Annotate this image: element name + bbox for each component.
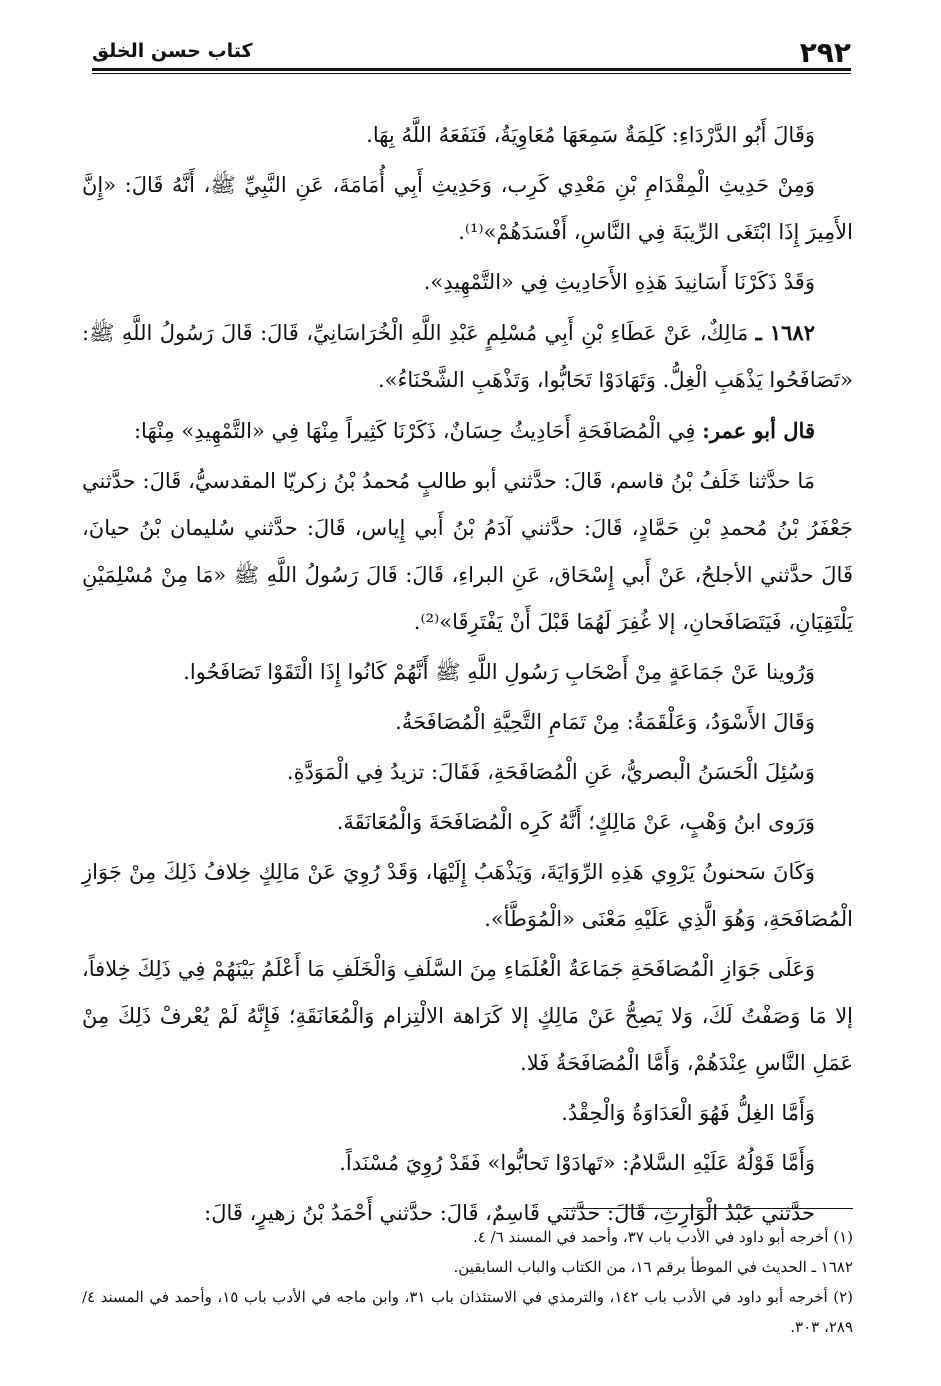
hadith-entry	[82, 309, 853, 404]
footnote: (٢) أخرجه أبو داود في الأدب باب ١٤٢، والترمذي في الاستئذان باب ٣١، وابن ماجه في الأدب باب ١٥، وأحمد في المسند ٤/ ٢٨٩، ٣٠٣.	[82, 1288, 854, 1336]
paragraph: وَأَمَّا الغِلُّ فَهُوَ الْعَدَاوَةُ وَالْحِقْدُ.	[561, 1101, 815, 1125]
paragraph: وَمِنْ حَدِيثِ الْمِقْدَامِ بْنِ مَعْدِي كَرِب، وَحَدِيثِ أَبِي أُمَامَةَ، عَنِ النَّبِيِّ ﷺ، أَنَّهُ قَالَ: «إِنَّ الأَمِيرَ إِذَا ابْتَغَى الرِّيبَةَ فِي النَّاسِ، أَفْسَدَهُمْ»⁽¹⁾.	[82, 173, 853, 244]
paragraph-text: فِي الْمُصَافَحَةِ أَحَادِيثُ حِسَانٌ، ذَكَرْنَا كَثِيراً مِنْهَا فِي «التَّمْهِيدِ» مِنْهَا:	[133, 419, 696, 443]
paragraph: وَكَانَ سَحنونُ يَرْوِي هَذِهِ الرِّوَايَةَ، وَيَذْهَبُ إِلَيْهَا، وَقَدْ رُوِيَ عَنْ مَالِكٍ خِلافُ ذَلِكَ مِنْ جَوَازِ الْمُصَافَحَةِ، وَهُوَ الَّذِي عَلَيْهِ مَعْنَى «الْمُوَطَّأ».	[82, 860, 853, 931]
hadith-text: مَالِكٌ، عَنْ عَطَاءِ بْنِ أَبِي مُسْلِمٍ عَبْدِ اللَّهِ الْخُرَاسَانِيِّ، قَالَ: قَالَ رَسُولُ اللَّهِ ﷺ: «تَصَافَحُوا يَذْهَبِ الْغِلُّ. وَتَهَادَوْا تَحَابُّوا، وَتَذْهَبِ الشَّحْنَاءُ».	[82, 321, 853, 392]
footnote: (١) أخرجه أبو داود في الأدب باب ٣٧، وأحمد في المسند ٦/ ٤.	[473, 1228, 853, 1246]
paragraph: وَرُوينا عَنْ جَمَاعَةٍ مِنْ أَصْحَابِ رَسُولِ اللَّهِ ﷺ أَنَّهُمْ كَانُوا إِذَا الْتَقَوْا تَصَافَحُوا.	[183, 660, 815, 684]
page-header	[92, 28, 851, 78]
footnote-rule	[563, 1208, 853, 1209]
footnote: ١٦٨٢ ـ الحديث في الموطأ برقم ١٦، من الكتاب والباب السابقين.	[453, 1258, 853, 1276]
paragraph: وَقَالَ أَبُو الدَّرْدَاءِ: كَلِمَةٌ سَمِعَهَا مُعَاوِيَةُ، فَنَفَعَهُ اللَّهُ بِهَا.	[366, 123, 815, 147]
main-text	[82, 112, 853, 1240]
author-lead: قال أبو عمر:	[702, 418, 815, 443]
header-rule	[92, 68, 851, 74]
page-number: ٢٩٢	[799, 36, 851, 69]
paragraph: حدَّثني عَبْدُ الْوَارِثِ، قَالَ: حدَّثني قَاسِمٌ، قَالَ: حدَّثني أَحْمَدُ بْنُ زهيرٍ، قَالَ:	[204, 1201, 815, 1225]
paragraph: وَأَمَّا قَوْلُهُ عَلَيْهِ السَّلامُ: «تَهادَوْا تَحابُّوا» فَقَدْ رُوِيَ مُسْنَداً.	[339, 1151, 815, 1175]
hadith-number: ١٦٨٢ ـ	[755, 320, 815, 345]
paragraph	[82, 407, 853, 455]
footnotes	[82, 1222, 853, 1342]
paragraph: مَا حدَّثنا خَلَفُ بْنُ قاسم، قَالَ: حدَّثني أبو طالبٍ مُحمدُ بْنُ زكريّا المقدسيُّ، قَالَ: حدَّثني جَعْفَرُ بْنُ مُحمدِ بْنِ حَمَّادٍ، قَالَ: حدَّثني آدَمُ بْنُ أَبي إِياس، قَالَ: حدَّثني سُليمان بْنُ حيانَ، قَالَ حدَّثني الأجلحُ، عَنْ أَبي إِسْحَاق، عَنِ البراءِ، قَالَ: قَالَ رَسُولُ اللَّهِ ﷺ «مَا مِنْ مُسْلِمَيْنِ يَلْتَقِيَانِ، فَيَتَصَافَحانِ، إلا غُفِرَ لَهُمَا قَبْلَ أَنْ يَفْتَرِقَا»⁽²⁾.	[82, 469, 853, 634]
paragraph: وَعَلَى جَوَازِ الْمُصَافَحَةِ جَمَاعَةُ الْعُلَمَاءِ مِنَ السَّلَفِ وَالْخَلَفِ مَا أَعْلَمُ بَيْنَهُمْ فِي ذَلِكَ خِلافاً، إلا مَا وَصَفْتُ لَكَ، وَلا يَصِحُّ عَنْ مَالِكٍ إلا كَرَاهة الالْتِزام وَالْمُعَانَقَةِ؛ فَإِنَّهُ لَمْ يُعْرفْ ذَلِكَ مِنْ عَمَلِ النَّاسِ عِنْدَهُمْ، وَأَمَّا الْمُصَافَحَةُ فَلا.	[82, 957, 853, 1075]
paragraph: وَرَوى ابنُ وَهْبٍ، عَنْ مَالِكٍ؛ أَنَّهُ كَرِه الْمُصَافَحَةَ وَالْمُعَانَقَةَ.	[336, 810, 815, 834]
book-title: كتاب حسن الخلق	[92, 40, 253, 62]
paragraph: وَسُئِلَ الْحَسَنُ الْبصريُّ، عَنِ الْمُصَافَحَةِ، فَقَالَ: تزيدُ فِي الْمَوَدَّةِ.	[286, 760, 815, 784]
paragraph: وَقَدْ ذَكَرْنَا أَسَانِيدَ هَذِهِ الأَحَادِيثِ فِي «التَّمْهِيدِ».	[423, 270, 815, 294]
paragraph: وَقَالَ الأَسْوَدُ، وَعَلْقَمَةُ: مِنْ تَمَامِ التَّحِيَّةِ الْمُصَافَحَةُ.	[395, 710, 815, 734]
